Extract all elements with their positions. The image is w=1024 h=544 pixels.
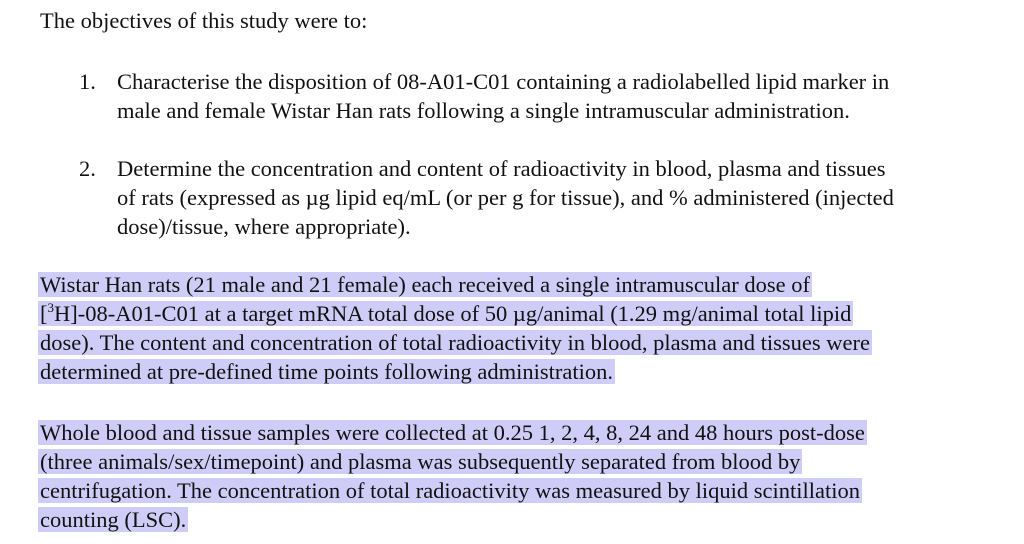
- paragraph-1-line-3: dose). The content and concentration of total radioactivity in blood, plasma and tissues were: [40, 330, 870, 355]
- intro-text: The objectives of this study were to:: [40, 8, 368, 33]
- paragraph-2-line-3: centrifugation. The concentration of total radioactivity was measured by liquid scintillation: [40, 478, 860, 503]
- highlighted-paragraph-1[interactable]: [38, 270, 872, 386]
- objective-1-line-1: Characterise the disposition of 08-A01-C01 containing a radiolabelled lipid marker in: [117, 69, 890, 94]
- objective-1-line-2: male and female Wistar Han rats following a single intramuscular administration.: [117, 98, 850, 123]
- objective-1-number: 1.: [79, 69, 96, 94]
- paragraph-1-line-4: determined at pre-defined time points following administration.: [40, 359, 613, 384]
- paragraph-1-line-1: Wistar Han rats (21 male and 21 female) each received a single intramuscular dose of: [40, 272, 811, 297]
- paragraph-2-line-1: Whole blood and tissue samples were collected at 0.25 1, 2, 4, 8, 24 and 48 hours post-dose: [40, 420, 865, 445]
- objective-1-text: [117, 67, 1007, 125]
- objective-2-text: [117, 154, 1007, 241]
- paragraph-2-line-4: counting (LSC).: [40, 507, 187, 532]
- objective-2-line-3: dose)/tissue, where appropriate).: [117, 214, 411, 239]
- objective-2-line-2: of rats (expressed as µg lipid eq/mL (or per g for tissue), and % administered (injected: [117, 185, 894, 210]
- paragraph-1-line-2: [$^3$H]-08-A01-C01 at a target mRNA total dose of 50 µg/animal (1.29 mg/animal total lipid: [40, 300, 852, 326]
- paragraph-2-line-2: (three animals/sex/timepoint) and plasma was subsequently separated from blood by: [40, 449, 801, 474]
- objective-2-number: 2.: [79, 156, 96, 181]
- superscript-3: 3: [47, 300, 54, 315]
- highlighted-paragraph-2[interactable]: [38, 418, 867, 534]
- objective-2-line-1: Determine the concentration and content of radioactivity in blood, plasma and tissues: [117, 156, 886, 181]
